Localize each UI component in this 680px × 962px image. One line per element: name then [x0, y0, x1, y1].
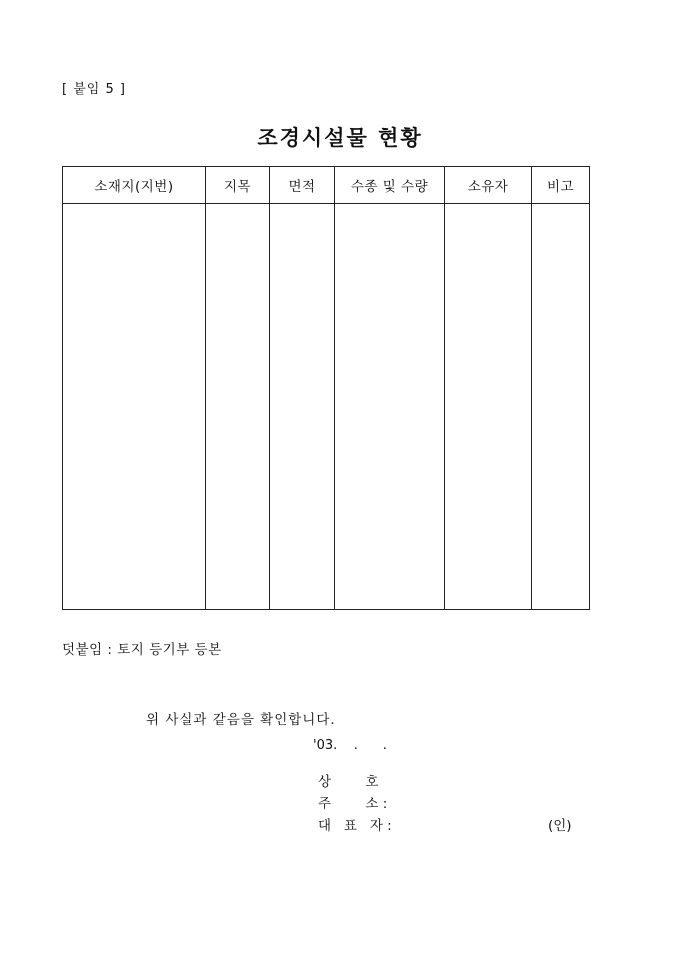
attachment-note: 덧붙임 : 토지 등기부 등본: [62, 642, 222, 658]
confirmation-statement: 위 사실과 같음을 확인합니다.: [146, 712, 336, 728]
attachment-label: [ 붙임 5 ]: [62, 82, 126, 97]
table-cell-area[interactable]: [270, 204, 335, 610]
business-name-label: 상 호: [318, 774, 379, 790]
table-cell-species-quantity[interactable]: [335, 204, 445, 610]
representative-label: 대 표 자 :: [318, 818, 392, 834]
date-line: '03. . .: [313, 738, 387, 753]
table-header-row: [63, 167, 590, 204]
table-cell-location[interactable]: [63, 204, 206, 610]
column-header-owner: 소유자: [445, 167, 532, 204]
address-label: 주 소 :: [318, 796, 388, 812]
table-row: [63, 204, 590, 610]
facility-status-table: [62, 166, 590, 610]
table-cell-remarks[interactable]: [532, 204, 590, 610]
seal-mark: (인): [548, 818, 572, 834]
table-cell-land-category[interactable]: [206, 204, 270, 610]
column-header-species-quantity: 수종 및 수량: [335, 167, 445, 204]
column-header-area: 면적: [270, 167, 335, 204]
column-header-land-category: 지목: [206, 167, 270, 204]
column-header-remarks: 비고: [532, 167, 590, 204]
column-header-location: 소재지(지번): [63, 167, 206, 204]
page-title: 조경시설물 현황: [257, 125, 423, 150]
table-cell-owner[interactable]: [445, 204, 532, 610]
